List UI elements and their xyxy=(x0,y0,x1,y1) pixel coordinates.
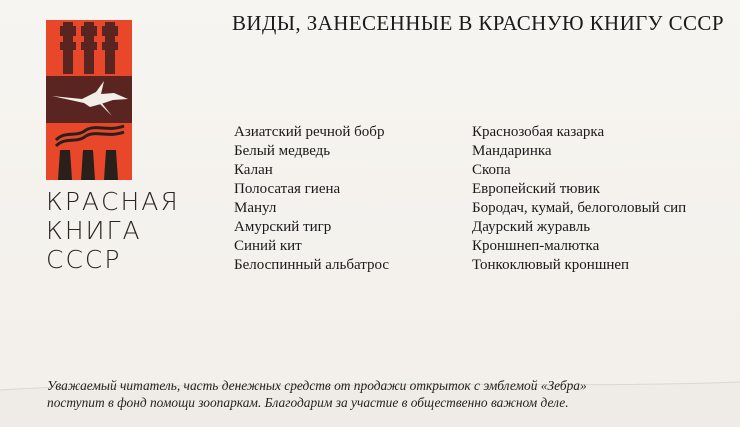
list-item: Азиатский речной бобр xyxy=(234,124,385,140)
list-item: Скопа xyxy=(472,162,511,178)
list-item: Европейский тювик xyxy=(472,181,600,197)
tree-silhouettes-icon xyxy=(60,22,118,74)
list-item: Мандаринка xyxy=(472,143,552,159)
red-book-emblem xyxy=(46,20,132,180)
species-list-left xyxy=(234,123,389,275)
page-title: ВИДЫ, ЗАНЕСЕННЫЕ В КРАСНУЮ КНИГУ СССР xyxy=(232,11,724,35)
red-book-logo-text xyxy=(46,187,180,274)
list-item: Бородач, кумай, белоголовый сип xyxy=(472,200,687,216)
list-item: Даурский журавль xyxy=(472,219,591,235)
list-item: Синий кит xyxy=(234,238,302,254)
species-list-right xyxy=(472,123,686,275)
list-item: Полосатая гиена xyxy=(234,181,341,197)
logo-line-2: КНИГА xyxy=(46,216,142,245)
list-item: Краснозобая казарка xyxy=(472,124,605,140)
footer-line-1: Уважаемый читатель, часть денежных средств от продажи открыток с эмблемой «Зебра» xyxy=(47,378,587,393)
list-item: Калан xyxy=(234,162,273,178)
list-item: Кроншнеп-малютка xyxy=(472,238,600,254)
list-item: Амурский тигр xyxy=(234,219,332,235)
factory-chimneys-icon xyxy=(56,126,124,180)
logo-line-1: КРАСНАЯ xyxy=(46,187,180,216)
logo-line-3: СССР xyxy=(46,245,122,274)
list-item: Тонкоклювый кроншнеп xyxy=(472,257,630,273)
list-item: Белоспинный альбатрос xyxy=(234,257,390,273)
footer-note xyxy=(47,377,587,411)
footer-line-2: поступит в фонд помощи зоопаркам. Благодарим за участие в общественно важном деле. xyxy=(47,395,569,410)
list-item: Белый медведь xyxy=(234,143,331,159)
list-item: Манул xyxy=(234,200,277,216)
